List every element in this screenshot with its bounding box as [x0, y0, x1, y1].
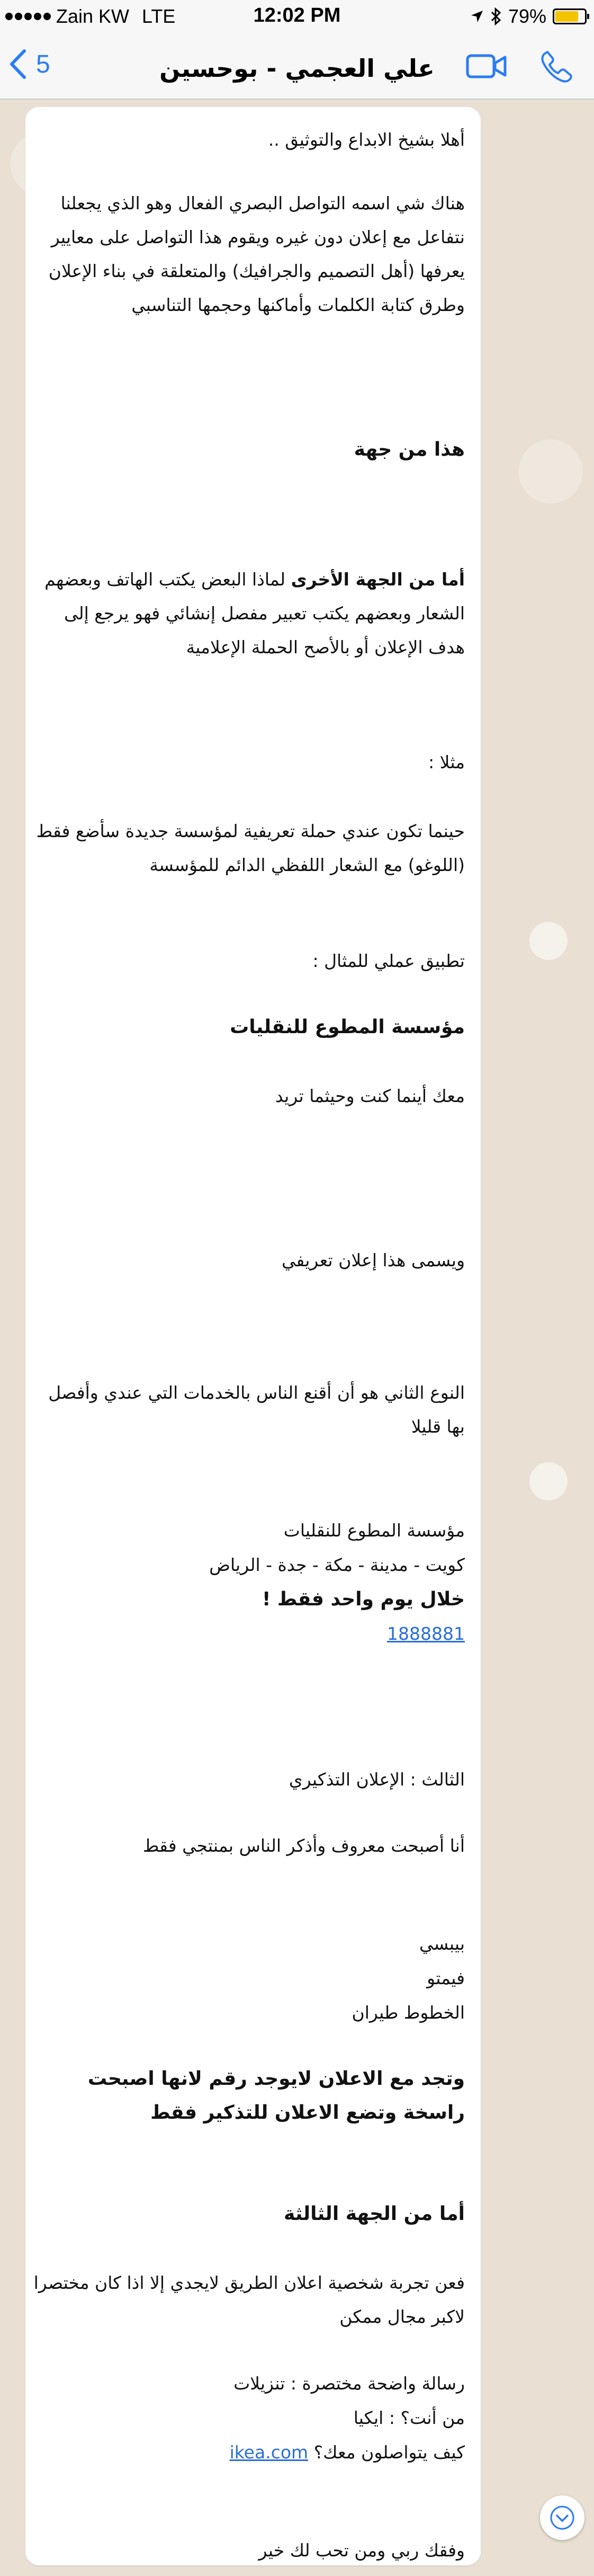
message-text: من أنت؟ : ايكيا: [353, 2408, 465, 2428]
status-time: 12:02 PM: [253, 4, 341, 26]
battery-percent: 79%: [508, 5, 546, 27]
message-emphasis: أما من الجهة الأخرى: [291, 569, 465, 590]
unread-count: 5: [36, 50, 50, 78]
message-text: الثالث : الإعلان التذكيري: [289, 1769, 465, 1790]
message-greeting: أهلا بشيخ الابداع والتوثيق ..: [268, 129, 465, 150]
message-text: مثلا :: [428, 752, 465, 772]
message-text: رسالة واضحة مختصرة : تنزيلات: [233, 2373, 465, 2394]
battery-icon: [553, 8, 587, 24]
message-text: أنا أصبحت معروف وأذكر الناس بمنتجي فقط: [142, 1835, 465, 1856]
message-text: مؤسسة المطوع للنقليات: [283, 1520, 465, 1541]
message-paragraph: النوع الثاني هو أن أقنع الناس بالخدمات التي عندي وأفصل بها قليلا: [48, 1382, 465, 1437]
message-text: ويسمى هذا إعلان تعريفي: [282, 1250, 465, 1271]
message-paragraph: [31, 563, 465, 664]
chevron-down-icon: [549, 2504, 575, 2531]
status-bar: [0, 0, 594, 34]
message-paragraph: حينما تكون عندي حملة تعريفية لمؤسسة جديدة سأضع فقط (اللوغو) مع الشعار اللفظي الدائم للمؤسسة: [36, 821, 465, 875]
phone-number-text[interactable]: 1888881: [387, 1623, 465, 1644]
message-paragraph: هناك شي اسمه التواصل البصري الفعال وهو الذي يجعلنا نتفاعل مع إعلان دون غيره ويقوم هذا التواصل على معايير يعرفها (أهل التصميم والجرافيك) والمتعلقة في بناء الإعلان وطرق كتابة الكلمات وأماكنها وحجمها التناسبي: [48, 193, 465, 315]
message-emphasis: وتجد مع الاعلان لايوجد رقم لانها اصبحت راسخة وتضع الاعلان للتذكير فقط: [87, 2068, 465, 2124]
battery-level-fill: [555, 11, 578, 22]
message-text: الخطوط طيران: [352, 2002, 465, 2023]
message-text: [31, 2436, 465, 2470]
message-text: وفقك ربي ومن تحب لك خير: [258, 2540, 465, 2561]
call-actions: [466, 50, 573, 83]
chat-background: [0, 101, 594, 2576]
message-text: بيبسي: [419, 1933, 465, 1954]
chat-title[interactable]: علي العجمي - بوحسين: [159, 54, 435, 83]
phone-number-link[interactable]: [31, 1617, 465, 1651]
carrier-name: Zain KW: [56, 5, 130, 27]
message-heading: هذا من جهة: [354, 439, 465, 460]
video-call-icon[interactable]: [466, 52, 507, 80]
network-type: LTE: [142, 5, 176, 27]
status-indicators: [470, 5, 587, 28]
message-text: معك أينما كنت وحيثما تريد: [275, 1086, 465, 1106]
message-heading: مؤسسة المطوع للنقليات: [230, 1016, 465, 1038]
website-link[interactable]: ikea.com: [229, 2442, 309, 2463]
message-text: فيمتو: [427, 1968, 465, 1988]
message-emphasis: خلال يوم واحد فقط !: [262, 1588, 465, 1610]
phone-icon[interactable]: [540, 50, 573, 83]
message-text: كويت - مدينة - مكة - جدة - الرياض: [209, 1555, 465, 1575]
message-bubble[interactable]: [25, 107, 481, 2565]
message-text: لماذا البعض يكتب الهاتف وبعضهم الشعار وبعضهم يكتب تعبير مفصل إنشائي فهو يرجع إلى هدف الإعلان أو بالأصح الحملة الإعلامية: [44, 569, 465, 658]
scroll-to-bottom-button[interactable]: [540, 2495, 584, 2540]
watermark-doodle-icon: [529, 922, 568, 960]
bluetooth-icon: [490, 7, 502, 25]
message-text: كيف يتواصلون معك؟: [308, 2442, 465, 2463]
chat-header: [0, 34, 594, 100]
watermark-doodle-icon: [529, 1462, 568, 1500]
location-arrow-icon: [470, 10, 484, 23]
message-heading: أما من الجهة الثالثة: [284, 2203, 465, 2225]
message-text: تطبيق عملي للمثال :: [312, 951, 465, 971]
message-paragraph: فعن تجربة شخصية اعلان الطريق لايجدي إلا اذا كان مختصرا لاكبر مجال ممكن: [33, 2272, 465, 2327]
